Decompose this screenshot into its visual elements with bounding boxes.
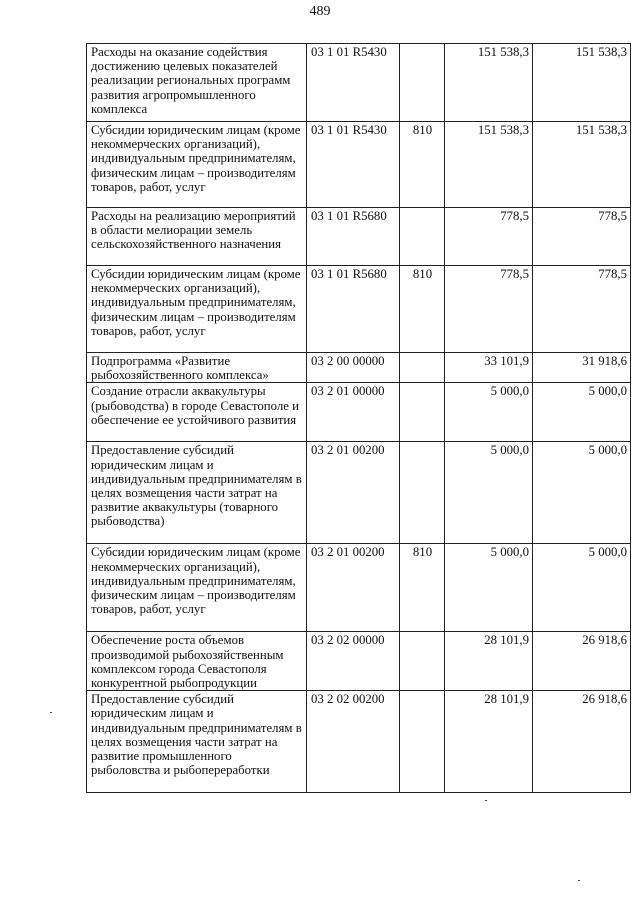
row-target-code: 03 2 01 00200 — [307, 544, 400, 632]
row-expense-type — [400, 632, 445, 691]
row-target-code: 03 2 00 00000 — [307, 353, 400, 383]
row-target-code: 03 2 01 00200 — [307, 442, 400, 544]
row-name: Расходы на реализацию мероприятий в области мелиорации земель сельскохозяйственного назначения — [87, 208, 307, 266]
table-row — [87, 442, 631, 544]
row-amount-2: 5 000,0 — [533, 442, 631, 544]
row-amount-1: 33 101,9 — [445, 353, 533, 383]
row-amount-2: 151 538,3 — [533, 44, 631, 122]
table-row — [87, 122, 631, 208]
row-amount-1: 5 000,0 — [445, 383, 533, 442]
scan-speck — [485, 800, 487, 801]
row-expense-type — [400, 383, 445, 442]
row-name: Субсидии юридическим лицам (кроме некоммерческих организаций), индивидуальным предпринимателям, физическим лицам – производителям товаров, работ, услуг — [87, 544, 307, 632]
row-amount-1: 151 538,3 — [445, 122, 533, 208]
row-name: Субсидии юридическим лицам (кроме некоммерческих организаций), индивидуальным предпринимателям, физическим лицам – производителям товаров, работ, услуг — [87, 122, 307, 208]
row-target-code: 03 1 01 R5430 — [307, 44, 400, 122]
row-expense-type — [400, 44, 445, 122]
row-amount-2: 778,5 — [533, 208, 631, 266]
row-amount-2: 151 538,3 — [533, 122, 631, 208]
row-amount-2: 26 918,6 — [533, 691, 631, 793]
row-expense-type — [400, 442, 445, 544]
row-amount-2: 778,5 — [533, 266, 631, 353]
row-amount-1: 28 101,9 — [445, 691, 533, 793]
row-amount-1: 151 538,3 — [445, 44, 533, 122]
row-amount-2: 31 918,6 — [533, 353, 631, 383]
row-expense-type — [400, 691, 445, 793]
row-target-code: 03 2 01 00000 — [307, 383, 400, 442]
row-expense-type: 810 — [400, 544, 445, 632]
row-amount-2: 5 000,0 — [533, 383, 631, 442]
table-row — [87, 353, 631, 383]
row-expense-type: 810 — [400, 266, 445, 353]
table-row — [87, 266, 631, 353]
row-name: Подпрограмма «Развитие рыбохозяйственного комплекса» — [87, 353, 307, 383]
table-row — [87, 44, 631, 122]
row-target-code: 03 1 01 R5680 — [307, 208, 400, 266]
row-amount-2: 26 918,6 — [533, 632, 631, 691]
row-expense-type: 810 — [400, 122, 445, 208]
row-name: Предоставление субсидий юридическим лицам и индивидуальным предпринимателям в целях возмещения части затрат на развитие промышленного рыболовства и рыбопереработки — [87, 691, 307, 793]
row-name: Предоставление субсидий юридическим лицам и индивидуальным предпринимателям в целях возмещения части затрат на развитие аквакультуры (товарного рыбоводства) — [87, 442, 307, 544]
row-amount-1: 5 000,0 — [445, 442, 533, 544]
row-name: Субсидии юридическим лицам (кроме некоммерческих организаций), индивидуальным предпринимателям, физическим лицам – производителям товаров, работ, услуг — [87, 266, 307, 353]
row-name: Создание отрасли аквакультуры (рыбоводства) в городе Севастополе и обеспечение ее устойчивого развития — [87, 383, 307, 442]
row-amount-1: 5 000,0 — [445, 544, 533, 632]
table-row — [87, 383, 631, 442]
row-amount-2: 5 000,0 — [533, 544, 631, 632]
page-number: 489 — [309, 4, 331, 19]
row-amount-1: 778,5 — [445, 266, 533, 353]
row-expense-type — [400, 208, 445, 266]
scan-speck — [50, 712, 52, 713]
row-amount-1: 778,5 — [445, 208, 533, 266]
row-target-code: 03 1 01 R5680 — [307, 266, 400, 353]
scan-speck — [578, 880, 580, 881]
budget-table — [86, 43, 631, 793]
table-row — [87, 632, 631, 691]
table-row — [87, 208, 631, 266]
row-target-code: 03 2 02 00000 — [307, 632, 400, 691]
row-amount-1: 28 101,9 — [445, 632, 533, 691]
table-row — [87, 544, 631, 632]
row-name: Расходы на оказание содействия достижению целевых показателей реализации региональных программ развития агропромышленного комплекса — [87, 44, 307, 122]
row-name: Обеспечение роста объемов производимой рыбохозяйственным комплексом города Севастополя конкурентной рыбопродукции — [87, 632, 307, 691]
row-expense-type — [400, 353, 445, 383]
row-target-code: 03 1 01 R5430 — [307, 122, 400, 208]
table-row — [87, 691, 631, 793]
row-target-code: 03 2 02 00200 — [307, 691, 400, 793]
